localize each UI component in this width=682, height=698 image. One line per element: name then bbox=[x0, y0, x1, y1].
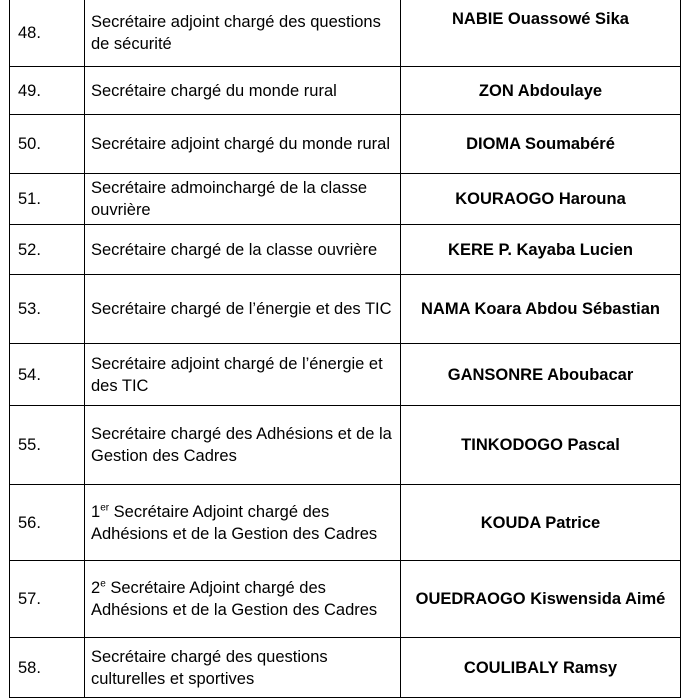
role-cell bbox=[85, 561, 401, 638]
name-cell: OUEDRAOGO Kiswensida Aimé bbox=[401, 561, 681, 638]
role-cell: Secrétaire chargé du monde rural bbox=[85, 67, 401, 115]
name-cell: NAMA Koara Abdou Sébastian bbox=[401, 275, 681, 344]
role-cell: Secrétaire chargé de la classe ouvrière bbox=[85, 225, 401, 275]
name-cell: DIOMA Soumabéré bbox=[401, 115, 681, 174]
role-text: Secrétaire Adjoint chargé des Adhésions et de la Gestion des Cadres bbox=[91, 502, 378, 543]
name-cell: KOUDA Patrice bbox=[401, 485, 681, 561]
table-row bbox=[10, 67, 681, 115]
role-cell: Secrétaire adjoint chargé du monde rural bbox=[85, 115, 401, 174]
table-row bbox=[10, 406, 681, 485]
row-number: 57. bbox=[10, 561, 85, 638]
role-cell bbox=[85, 485, 401, 561]
row-number: 49. bbox=[10, 67, 85, 115]
table-row bbox=[10, 174, 681, 225]
ordinal: 1 bbox=[91, 502, 101, 521]
row-number: 58. bbox=[10, 638, 85, 698]
role-text: Secrétaire Adjoint chargé des Adhésions et de la Gestion des Cadres bbox=[91, 579, 378, 619]
row-number: 55. bbox=[10, 406, 85, 485]
row-number: 50. bbox=[10, 115, 85, 174]
name-cell: ZON Abdoulaye bbox=[401, 67, 681, 115]
ordinal-suffix: e bbox=[100, 578, 106, 590]
ordinal-suffix: er bbox=[100, 502, 110, 513]
table-row bbox=[10, 115, 681, 174]
name-cell: GANSONRE Aboubacar bbox=[401, 344, 681, 406]
name-cell: NABIE Ouassowé Sika bbox=[401, 0, 681, 67]
role-cell: Secrétaire chargé des questions culturelles et sportives bbox=[85, 638, 401, 698]
row-number: 48. bbox=[10, 0, 85, 67]
table-row bbox=[10, 0, 681, 67]
table-row bbox=[10, 638, 681, 698]
ordinal: 2 bbox=[91, 579, 101, 597]
table-row bbox=[10, 225, 681, 275]
row-number: 56. bbox=[10, 485, 85, 561]
row-number: 52. bbox=[10, 225, 85, 275]
role-cell: Secrétaire chargé de l’énergie et des TIC bbox=[85, 275, 401, 344]
name-cell: KERE P. Kayaba Lucien bbox=[401, 225, 681, 275]
row-number: 51. bbox=[10, 174, 85, 225]
members-table bbox=[9, 0, 681, 698]
role-cell: Secrétaire admoinchargé de la classe ouvrière bbox=[85, 174, 401, 225]
role-cell: Secrétaire adjoint chargé de l’énergie et des TIC bbox=[85, 344, 401, 406]
table-row bbox=[10, 275, 681, 344]
role-cell: Secrétaire chargé des Adhésions et de la Gestion des Cadres bbox=[85, 406, 401, 485]
row-number: 54. bbox=[10, 344, 85, 406]
table-row bbox=[10, 485, 681, 561]
row-number: 53. bbox=[10, 275, 85, 344]
name-cell: TINKODOGO Pascal bbox=[401, 406, 681, 485]
table-row bbox=[10, 561, 681, 638]
name-cell: COULIBALY Ramsy bbox=[401, 638, 681, 698]
name-cell: KOURAOGO Harouna bbox=[401, 174, 681, 225]
table-row bbox=[10, 344, 681, 406]
role-cell: Secrétaire adjoint chargé des questions de sécurité bbox=[85, 0, 401, 67]
